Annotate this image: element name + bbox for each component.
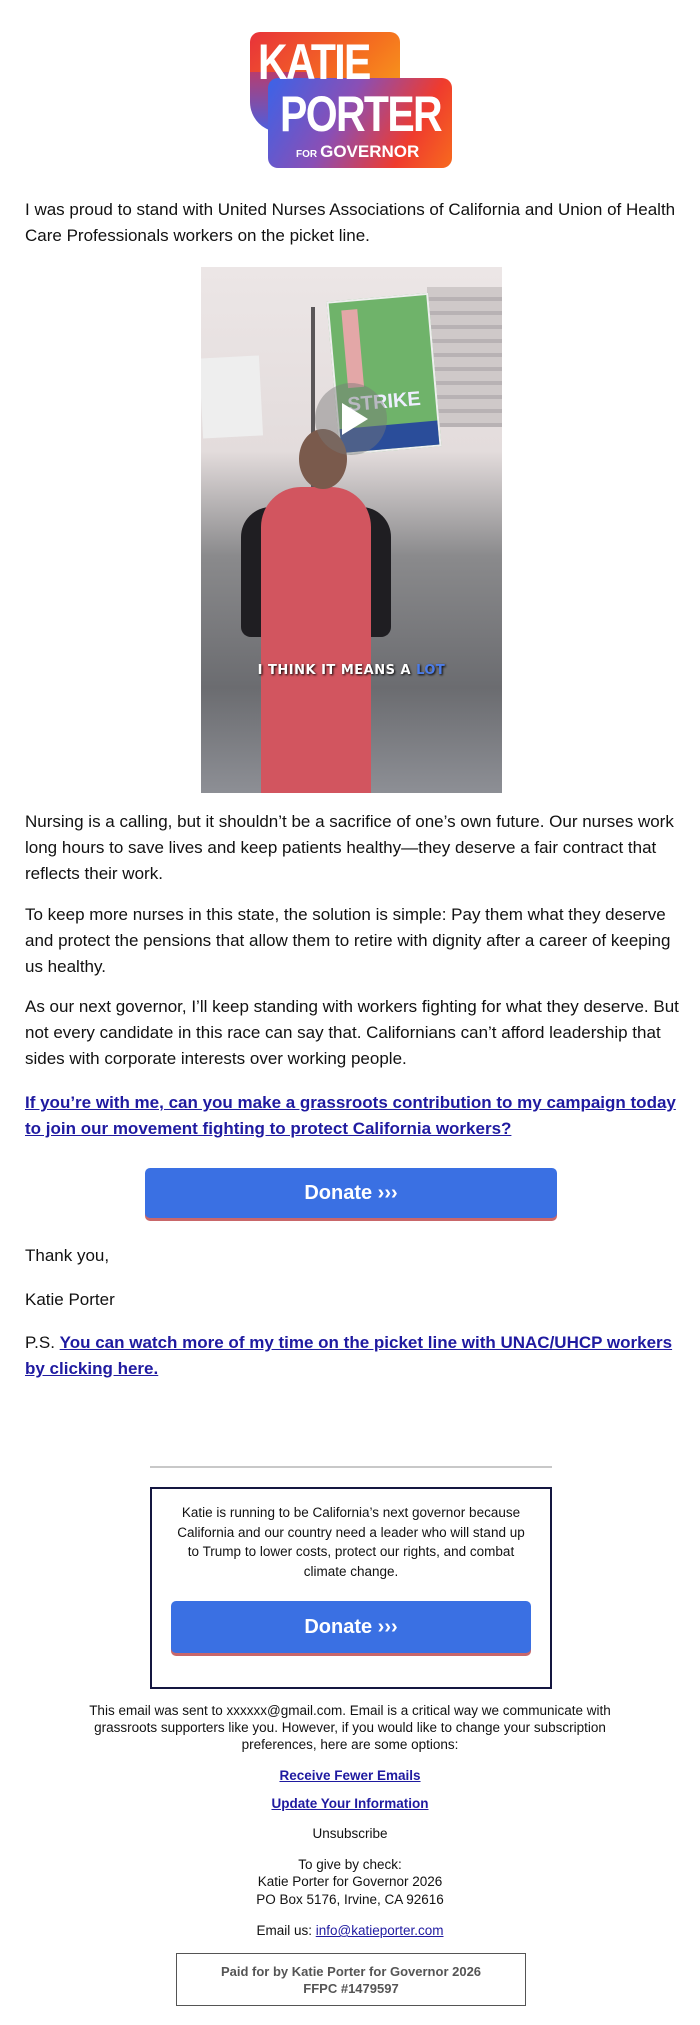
donate-button[interactable]: Donate ››› <box>145 1168 557 1218</box>
postscript: P.S. You can watch more of my time on the picket line with UNAC/UHCP workers by clicking here. <box>25 1333 673 1378</box>
body-paragraph: To keep more nurses in this state, the solution is simple: Pay them what they deserve and protect the pensions that allow them to retire with dignity after a career of keeping us healthy. <box>25 905 671 976</box>
receive-fewer-emails-link[interactable]: Receive Fewer Emails <box>279 1768 421 1783</box>
check-name: Katie Porter for Governor 2026 <box>257 1874 443 1889</box>
ffpc-number: FFPC #1479597 <box>303 1980 399 1996</box>
logo-line1: KATIE <box>258 34 370 90</box>
donate-button-footer[interactable]: Donate ››› <box>171 1601 531 1653</box>
thank-you: Thank you, <box>25 1246 110 1265</box>
email-link[interactable]: info@katieporter.com <box>315 1923 444 1938</box>
katie-porter-logo <box>250 32 452 168</box>
contribution-link[interactable]: If you’re with me, can you make a grassroots contribution to my campaign today to join our movement fighting to protect California workers? <box>25 1093 676 1138</box>
play-icon[interactable] <box>315 383 387 455</box>
logo-line2: PORTER <box>280 86 442 142</box>
email-us: Email us: info@katieporter.com <box>256 1923 444 1938</box>
video-caption: I THINK IT MEANS A LOT <box>257 663 446 678</box>
body-paragraph: Nursing is a calling, but it shouldn’t be a sacrifice of one’s own future. Our nurses work long hours to save lives and keep patients healthy—they deserve a fair contract that reflects their work. <box>25 812 674 883</box>
update-information-link[interactable]: Update Your Information <box>271 1796 429 1811</box>
logo-tagline: FOR GOVERNOR <box>296 142 420 161</box>
signature-name: Katie Porter <box>25 1290 115 1309</box>
check-address: PO Box 5176, Irvine, CA 92616 <box>256 1892 444 1907</box>
body-paragraph: As our next governor, I’ll keep standing with workers fighting for what they deserve. But not every candidate in this race can say that. Californians can’t afford leadership that sides with corporate interests over working people. <box>25 997 679 1068</box>
video-thumbnail[interactable] <box>201 267 502 793</box>
paid-for-disclaimer <box>176 1953 526 2006</box>
unsubscribe-link[interactable]: Unsubscribe <box>312 1826 388 1841</box>
subscription-notice: This email was sent to xxxxxx@gmail.com. Email is a critical way we communicate with grassroots supporters like you. However, if you would like to change your subscription preferences, here are some options: <box>89 1703 611 1752</box>
contribution-ask <box>25 1090 680 1142</box>
divider <box>150 1466 552 1468</box>
intro-paragraph: I was proud to stand with United Nurses Associations of California and Union of Health Care Professionals workers on the picket line. <box>25 200 676 245</box>
campaign-statement: Katie is running to be California’s next governor because California and our country need a leader who will stand up to Trump to lower costs, protect our rights, and combat climate change. <box>177 1505 525 1579</box>
check-label: To give by check: <box>298 1857 402 1872</box>
paid-for-text: Paid for by Katie Porter for Governor 2026 <box>220 1963 482 1979</box>
picket-line-link[interactable]: You can watch more of my time on the picket line with UNAC/UHCP workers by clicking here. <box>25 1333 673 1378</box>
strike-sign: STRIKE <box>326 293 441 455</box>
campaign-box <box>150 1487 552 1689</box>
